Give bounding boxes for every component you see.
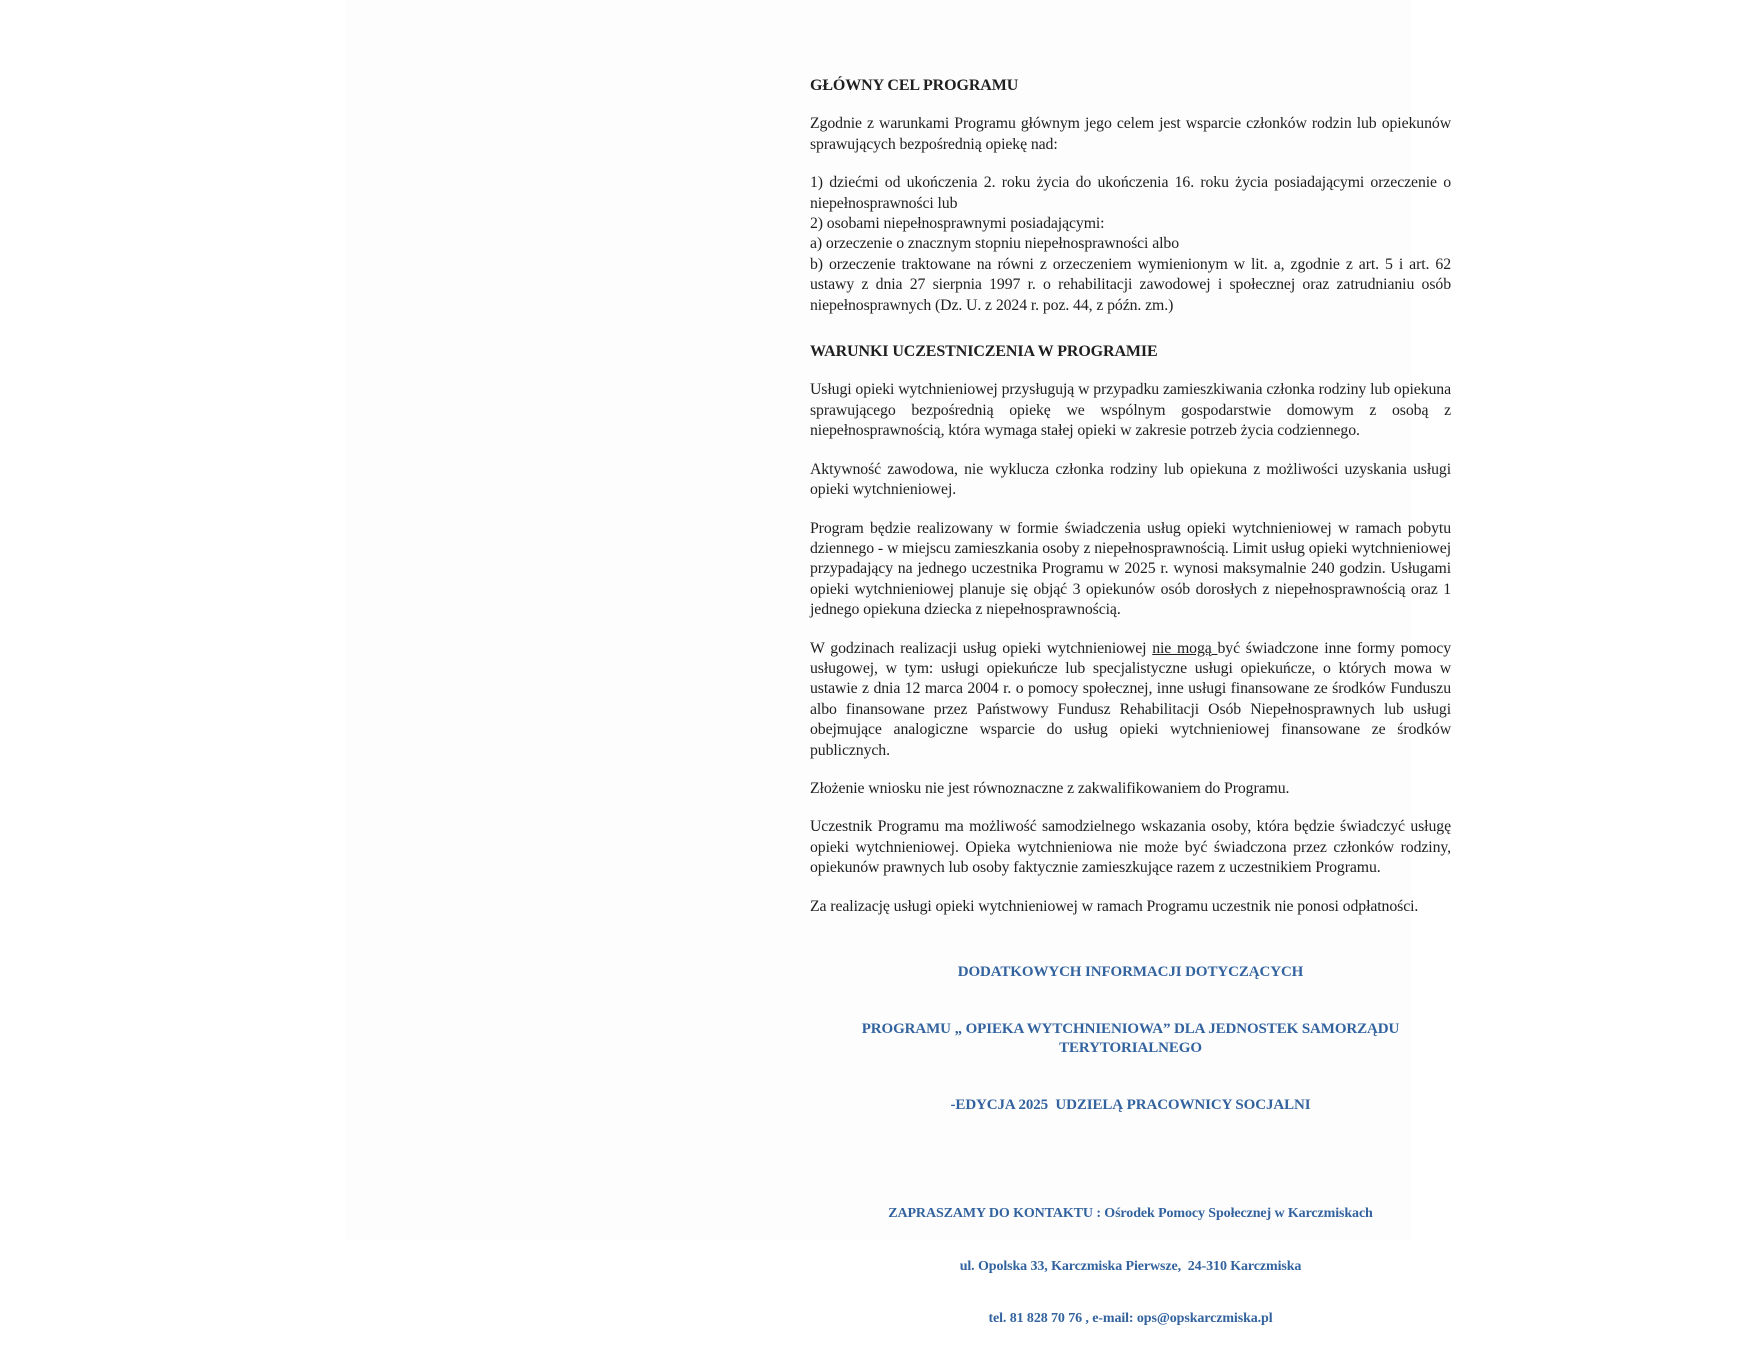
restrictions-underlined-phrase: nie mogą [1152, 639, 1218, 657]
contact-line-organization: ZAPRASZAMY DO KONTAKTU : Ośrodek Pomocy Społecznej w Karczmiskach [888, 1206, 1373, 1221]
paragraph-restrictions [810, 639, 1451, 761]
list-item: 1) dziećmi od ukończenia 2. roku życia do ukończenia 16. roku życia posiadającymi orzeczenie o niepełnosprawności lub [810, 174, 1451, 212]
document-page [345, 0, 1451, 1326]
paragraph-indication: Uczestnik Programu ma możliwość samodzielnego wskazania osoby, która będzie świadczyć usługę opieki wytchnieniowej. Opieka wytchnieniowa nie może być świadczona przez członków rodziny, opiekunów prawnych lub osoby faktycznie zamieszkujące razem z uczestnikiem Programu. [810, 818, 1451, 877]
contact-block [810, 1170, 1451, 1363]
section-heading-main-goal: GŁÓWNY CEL PROGRAMU [810, 77, 1019, 94]
document-content [810, 76, 1451, 1363]
footer-info-line: PROGRAMU „ OPIEKA WYTCHNIENIOWA” DLA JEDNOSTEK SAMORZĄDU TERYTORIALNEGO [861, 1021, 1403, 1056]
list-item: b) orzeczenie traktowane na równi z orzeczeniem wymienionym w lit. a, zgodnie z art. 5 i art. 62 ustawy z dnia 27 sierpnia 1997 r. o rehabilitacji zawodowej i społecznej oraz zatrudnianiu osób niepełnosprawnych (Dz. U. z 2024 r. poz. 44, z późn. zm.) [810, 255, 1451, 314]
contact-line-address: ul. Opolska 33, Karczmiska Pierwsze, 24-310 Karczmiska [959, 1258, 1302, 1274]
paragraph-payment: Za realizację usługi opieki wytchnieniowej w ramach Programu uczestnik nie ponosi odpłatności. [810, 897, 1419, 915]
footer-info-line: DODATKOWYCH INFORMACJI DOTYCZĄCYCH [957, 964, 1304, 980]
paragraph-intro: Zgodnie z warunkami Programu głównym jego celem jest wsparcie członków rodzin lub opiekunów sprawujących bezpośrednią opiekę nad: [810, 115, 1451, 153]
restrictions-text-before: W godzinach realizacji usług opieki wytchnieniowej [810, 639, 1153, 657]
eligibility-list [810, 173, 1451, 316]
paragraph-realization: Program będzie realizowany w formie świadczenia usług opieki wytchnieniowej w ramach pobytu dziennego - w miejscu zamieszkania osoby z niepełnosprawnością. Limit usług opieki wytchnieniowej przypadający na jednego uczestnika Programu w 2025 r. wynosi maksymalnie 240 godzin. Usługami opieki wytchnieniowej planuje się objąć 3 opiekunów osób dorosłych z niepełnosprawnością oraz 1 jednego opiekuna dziecka z niepełnosprawnością. [810, 519, 1451, 619]
paragraph-activity: Aktywność zawodowa, nie wyklucza członka rodziny lub opiekuna z możliwości uzyskania usługi opieki wytchnieniowej. [810, 460, 1451, 499]
list-item: a) orzeczenie o znacznym stopniu niepełnosprawności albo [810, 235, 1179, 253]
paragraph-application: Złożenie wniosku nie jest równoznaczne z zakwalifikowaniem do Programu. [810, 779, 1290, 797]
footer-info-line: -EDYCJA 2025 UDZIELĄ PRACOWNICY SOCJALNI [950, 1097, 1311, 1113]
list-item: 2) osobami niepełnosprawnymi posiadającymi: [810, 215, 1105, 233]
section-heading-conditions: WARUNKI UCZESTNICZENIA W PROGRAMIE [810, 343, 1158, 361]
contact-line-phone-email: tel. 81 828 70 76 , e-mail: ops@opskarczmiska.pl [988, 1311, 1273, 1326]
footer-info-block [810, 925, 1451, 1153]
restrictions-text-after: być świadczone inne formy pomocy usługowej, w tym: usługi opiekuńcze lub specjalistyczne usługi opiekuńcze, o których mowa w ustawie z dnia 12 marca 2004 r. o pomocy społecznej, inne usługi finansowane ze środków Funduszu albo finansowane przez Państwowy Fundusz Rehabilitacji Osób Niepełnosprawnych lub usługi obejmujące analogiczne wsparcie do usług opieki wytchnieniowej finansowane ze środków publicznych. [810, 639, 1451, 759]
paragraph-residence: Usługi opieki wytchnieniowej przysługują w przypadku zamieszkiwania członka rodziny lub opiekuna sprawującego bezpośrednią opiekę we wspólnym gospodarstwie domowym z osobą z niepełnosprawnością, która wymaga stałej opieki w zakresie potrzeb życia codziennego. [810, 381, 1451, 440]
